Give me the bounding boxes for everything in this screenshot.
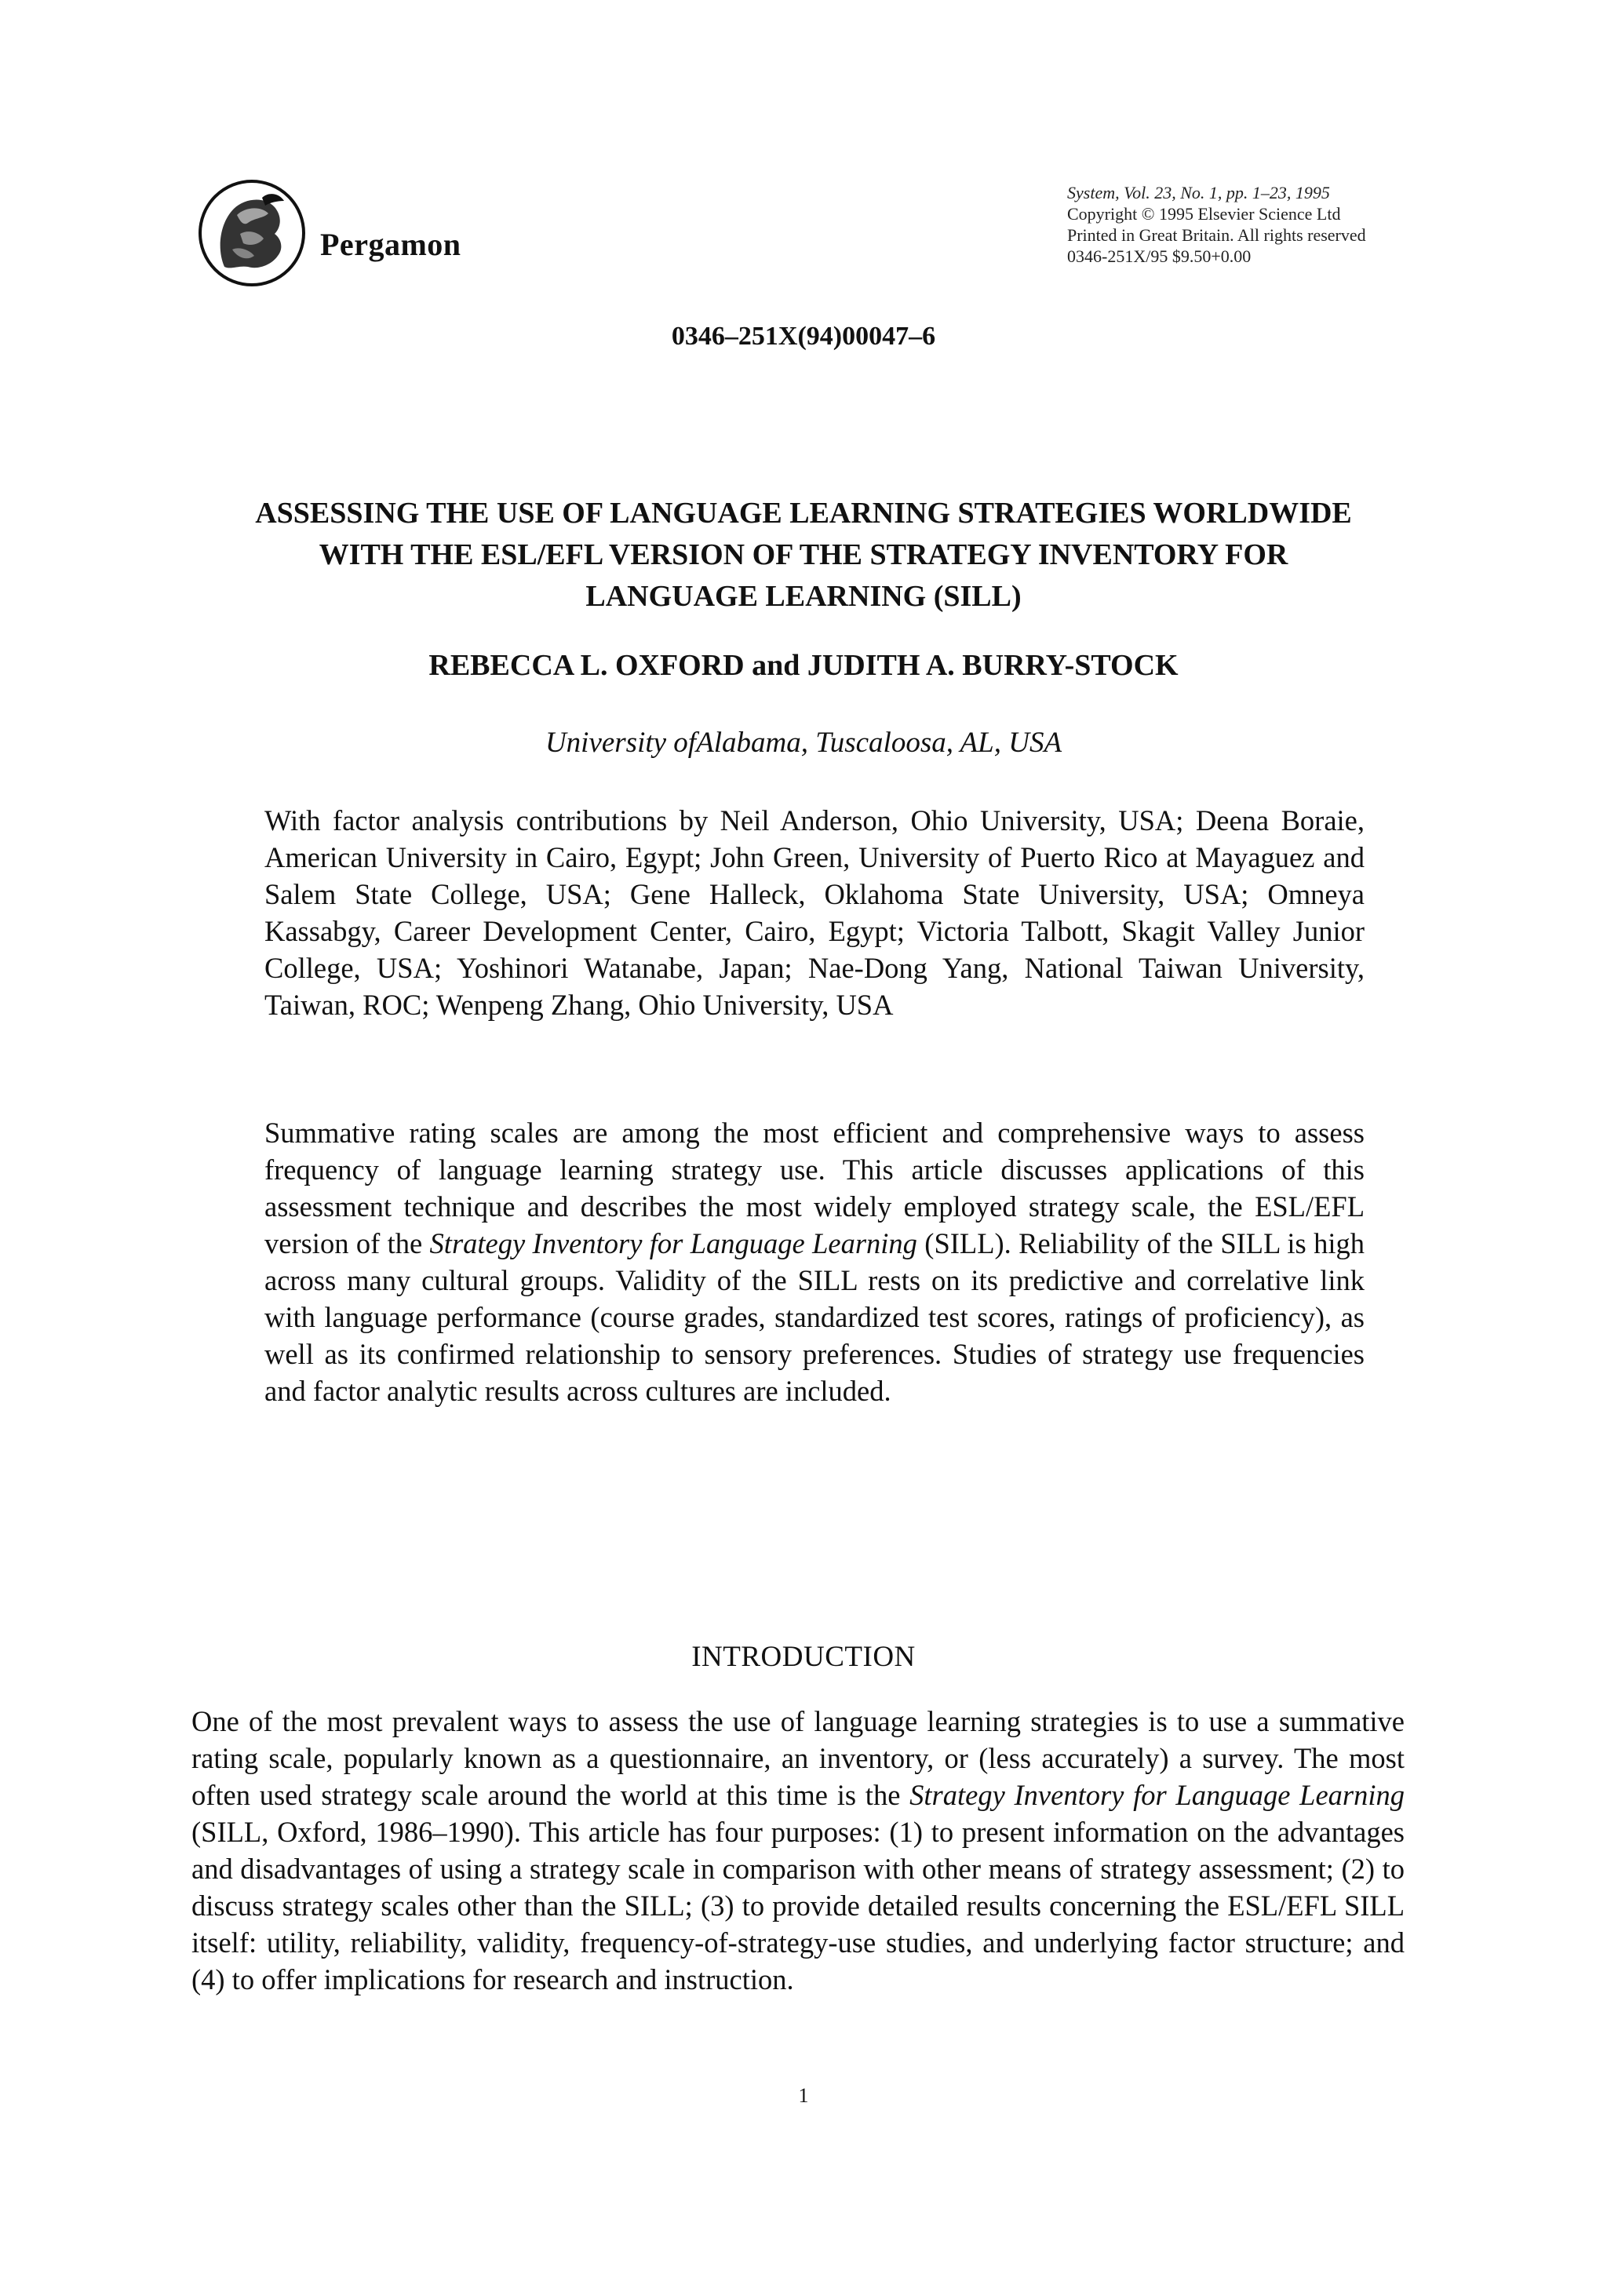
title-line: WITH THE ESL/EFL VERSION OF THE STRATEGY INVENTORY FOR (319, 538, 1288, 571)
copyright-line: Copyright © 1995 Elsevier Science Ltd (1067, 204, 1341, 224)
abstract (264, 1114, 1365, 1409)
abstract-text: (SILL). Reliability of the SILL is high across many cultural groups. Validity of the SILL rests on its predictive and correlative link with language performance (course grades, standardized test scores, ratings of proficiency), as well as its confirmed relationship to sensory preferences. Studies of strategy use frequencies and factor analytic results across cultures are included. (264, 1227, 1365, 1407)
pergamon-logo-icon (193, 174, 311, 292)
introduction-paragraph (191, 1703, 1405, 1998)
intro-text: One of the most prevalent ways to assess the use of language learning strategies is to use a summative rating scale, popularly known as a questionnaire, an inventory, or (less accurately) a survey. The most often used strategy scale around the world at this time is the (191, 1705, 1405, 1811)
journal-citation: System, Vol. 23, No. 1, pp. 1–23, 1995 (1067, 183, 1330, 202)
affiliation: University ofAlabama, Tuscaloosa, AL, USA (545, 727, 1062, 759)
intro-text: (SILL, Oxford, 1986–1990). This article has four purposes: (1) to present information on the advantages and disadvantages of using a strategy scale in comparison with other means of strategy assessment; (2) to discuss strategy scales other than the SILL; (3) to provide detailed results concerning the ESL/EFL SILL itself: utility, reliability, validity, frequency-of-strategy-use studies, and underlying factor structure; and (4) to offer implications for research and instruction. (191, 1816, 1405, 1995)
title-line: ASSESSING THE USE OF LANGUAGE LEARNING STRATEGIES WORLDWIDE (255, 497, 1352, 530)
page-number: 1 (798, 2084, 809, 2107)
authors: REBECCA L. OXFORD and JUDITH A. BURRY-STOCK (428, 649, 1179, 682)
abstract-italic-title: Strategy Inventory for Language Learning (429, 1227, 917, 1259)
title-line: LANGUAGE LEARNING (SILL) (585, 580, 1022, 613)
contributors-note: With factor analysis contributions by Neil Anderson, Ohio University, USA; Deena Boraie, American University in Cairo, Egypt; John Green, University of Puerto Rico at Mayaguez and Salem State College, USA; Gene Halleck, Oklahoma State University, USA; Omneya Kassabgy, Career Development Center, Cairo, Egypt; Victoria Talbott, Skagit Valley Junior College, USA; Yoshinori Watanabe, Japan; Nae-Dong Yang, National Taiwan University, Taiwan, ROC; Wenpeng Zhang, Ohio University, USA (264, 804, 1365, 1021)
intro-italic-title: Strategy Inventory for Language Learning (909, 1779, 1405, 1811)
abstract-text: Summative rating scales are among the most efficient and comprehensive ways to assess frequency of language learning strategy use. This article discusses applications of this assessment technique and describes the most widely employed strategy scale, the ESL/EFL version of the (264, 1117, 1365, 1259)
document-id: 0346–251X(94)00047–6 (671, 322, 936, 351)
publisher-name: Pergamon (320, 227, 461, 262)
article-title (133, 493, 1474, 618)
journal-info (1067, 182, 1507, 267)
issn-price-line: 0346-251X/95 $9.50+0.00 (1067, 246, 1252, 266)
section-heading-introduction: INTRODUCTION (691, 1641, 916, 1673)
printed-line: Printed in Great Britain. All rights reserved (1067, 225, 1366, 245)
